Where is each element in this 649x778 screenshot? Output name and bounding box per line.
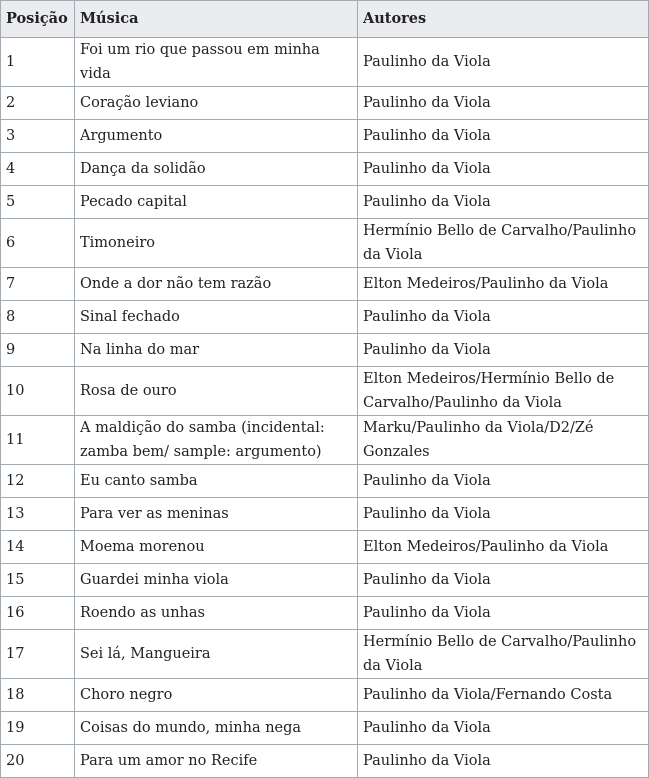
cell-posicao: 18 [1, 679, 75, 712]
cell-musica: Eu canto samba [75, 465, 358, 498]
cell-autores: Paulinho da Viola [358, 153, 649, 186]
cell-autores: Hermínio Bello de Carvalho/Paulinho da Viola [358, 219, 649, 268]
cell-musica: Dança da solidão [75, 153, 358, 186]
table-row [1, 679, 649, 712]
table-row [1, 498, 649, 531]
cell-musica: Foi um rio que passou em minha vida [75, 38, 358, 87]
cell-autores: Paulinho da Viola [358, 745, 649, 778]
cell-musica: Choro negro [75, 679, 358, 712]
table-row [1, 630, 649, 679]
header-row [1, 1, 649, 38]
cell-autores: Paulinho da Viola [358, 597, 649, 630]
table-row [1, 334, 649, 367]
cell-musica: Moema morenou [75, 531, 358, 564]
table-row [1, 564, 649, 597]
cell-musica: Para um amor no Recife [75, 745, 358, 778]
cell-autores: Paulinho da Viola [358, 38, 649, 87]
cell-musica: Sinal fechado [75, 301, 358, 334]
cell-autores: Paulinho da Viola [358, 186, 649, 219]
cell-musica: Sei lá, Mangueira [75, 630, 358, 679]
cell-musica: Coração leviano [75, 87, 358, 120]
cell-musica: Rosa de ouro [75, 367, 358, 416]
cell-musica: Guardei minha viola [75, 564, 358, 597]
header-autores: Autores [358, 1, 649, 38]
table-row [1, 87, 649, 120]
cell-posicao: 15 [1, 564, 75, 597]
cell-posicao: 3 [1, 120, 75, 153]
header-posicao: Posição [1, 1, 75, 38]
cell-musica: A maldição do samba (incidental: zamba bem/ sample: argumento) [75, 416, 358, 465]
cell-autores: Paulinho da Viola [358, 334, 649, 367]
cell-posicao: 7 [1, 268, 75, 301]
cell-musica: Para ver as meninas [75, 498, 358, 531]
cell-posicao: 11 [1, 416, 75, 465]
cell-musica: Timoneiro [75, 219, 358, 268]
cell-posicao: 8 [1, 301, 75, 334]
cell-posicao: 10 [1, 367, 75, 416]
cell-musica: Onde a dor não tem razão [75, 268, 358, 301]
table-row [1, 465, 649, 498]
table-row [1, 712, 649, 745]
cell-autores: Paulinho da Viola [358, 498, 649, 531]
table-row [1, 745, 649, 778]
cell-musica: Na linha do mar [75, 334, 358, 367]
cell-autores: Paulinho da Viola [358, 712, 649, 745]
table-row [1, 301, 649, 334]
header-musica: Música [75, 1, 358, 38]
table-row [1, 531, 649, 564]
cell-musica: Roendo as unhas [75, 597, 358, 630]
cell-musica: Pecado capital [75, 186, 358, 219]
table-row [1, 416, 649, 465]
cell-posicao: 6 [1, 219, 75, 268]
table-row [1, 219, 649, 268]
table-row [1, 120, 649, 153]
cell-posicao: 14 [1, 531, 75, 564]
cell-autores: Paulinho da Viola [358, 301, 649, 334]
table-row [1, 597, 649, 630]
cell-musica: Argumento [75, 120, 358, 153]
table-row [1, 367, 649, 416]
table-row [1, 153, 649, 186]
cell-autores: Paulinho da Viola [358, 465, 649, 498]
cell-autores: Marku/Paulinho da Viola/D2/Zé Gonzales [358, 416, 649, 465]
cell-posicao: 1 [1, 38, 75, 87]
cell-posicao: 17 [1, 630, 75, 679]
cell-posicao: 13 [1, 498, 75, 531]
cell-autores: Paulinho da Viola [358, 564, 649, 597]
table-row [1, 186, 649, 219]
cell-autores: Paulinho da Viola [358, 120, 649, 153]
cell-autores: Elton Medeiros/Paulinho da Viola [358, 268, 649, 301]
cell-musica: Coisas do mundo, minha nega [75, 712, 358, 745]
cell-posicao: 5 [1, 186, 75, 219]
cell-posicao: 19 [1, 712, 75, 745]
cell-posicao: 20 [1, 745, 75, 778]
cell-autores: Elton Medeiros/Hermínio Bello de Carvalho/Paulinho da Viola [358, 367, 649, 416]
cell-posicao: 2 [1, 87, 75, 120]
cell-posicao: 4 [1, 153, 75, 186]
table-row [1, 268, 649, 301]
cell-posicao: 9 [1, 334, 75, 367]
cell-autores: Paulinho da Viola [358, 87, 649, 120]
cell-posicao: 16 [1, 597, 75, 630]
cell-posicao: 12 [1, 465, 75, 498]
cell-autores: Paulinho da Viola/Fernando Costa [358, 679, 649, 712]
cell-autores: Hermínio Bello de Carvalho/Paulinho da Viola [358, 630, 649, 679]
table-row [1, 38, 649, 87]
cell-autores: Elton Medeiros/Paulinho da Viola [358, 531, 649, 564]
